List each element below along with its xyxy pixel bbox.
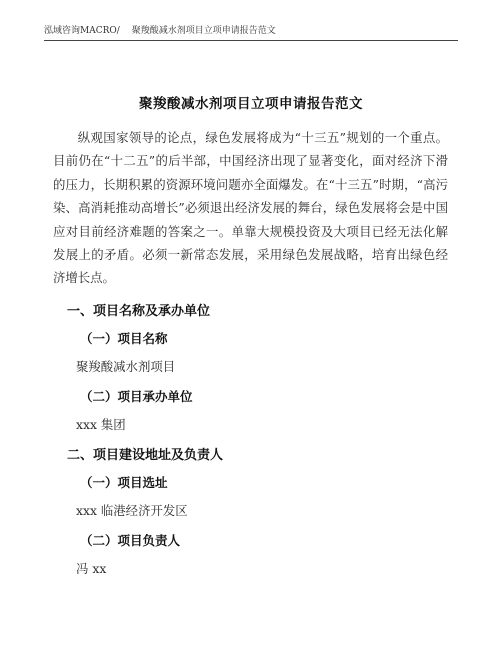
section-1-2-heading: （二）项目承办单位 <box>80 389 193 404</box>
project-unit-value: xxx 集团 <box>76 417 126 432</box>
section-2-heading: 二、项目建设地址及负责人 <box>67 448 224 463</box>
project-site-value: xxx 临港经济开发区 <box>76 503 188 518</box>
document-title: 聚羧酸减水剂项目立项申请报告范文 <box>139 96 363 112</box>
header-doc-name: 聚羧酸减水剂项目立项申请报告范文 <box>131 26 276 36</box>
project-leader-value: 冯 xx <box>76 561 107 576</box>
project-name-value: 聚羧酸减水剂项目 <box>76 359 176 374</box>
header-source: 泓域咨询MACRO/ <box>44 26 120 36</box>
section-1-heading: 一、项目名称及承办单位 <box>67 304 211 319</box>
section-2-1-heading: （一）项目选址 <box>80 475 168 490</box>
intro-paragraph: 纵观国家领导的论点，绿色发展将成为“十三五”规划的一个重点。目前仍在“十二五”的后半部，中国经济出现了显著变化，面对经济下滑的压力，长期积累的资源环境问题亦全面爆发。在“十三五”时期，“高污染、高消耗推动高增长”必须退出经济发展的舞台，绿色发展将会是中国应对目前经济难题的答案之一。单靠大规模投资及大项目已经无法化解发展上的矛盾。必须一新常态发展，采用绿色发展战略，培育出绿色经济增长点。 <box>53 130 448 286</box>
section-1-1-heading: （一）项目名称 <box>80 331 168 346</box>
section-2-2-heading: （二）项目负责人 <box>80 533 181 548</box>
page-header <box>44 24 458 41</box>
